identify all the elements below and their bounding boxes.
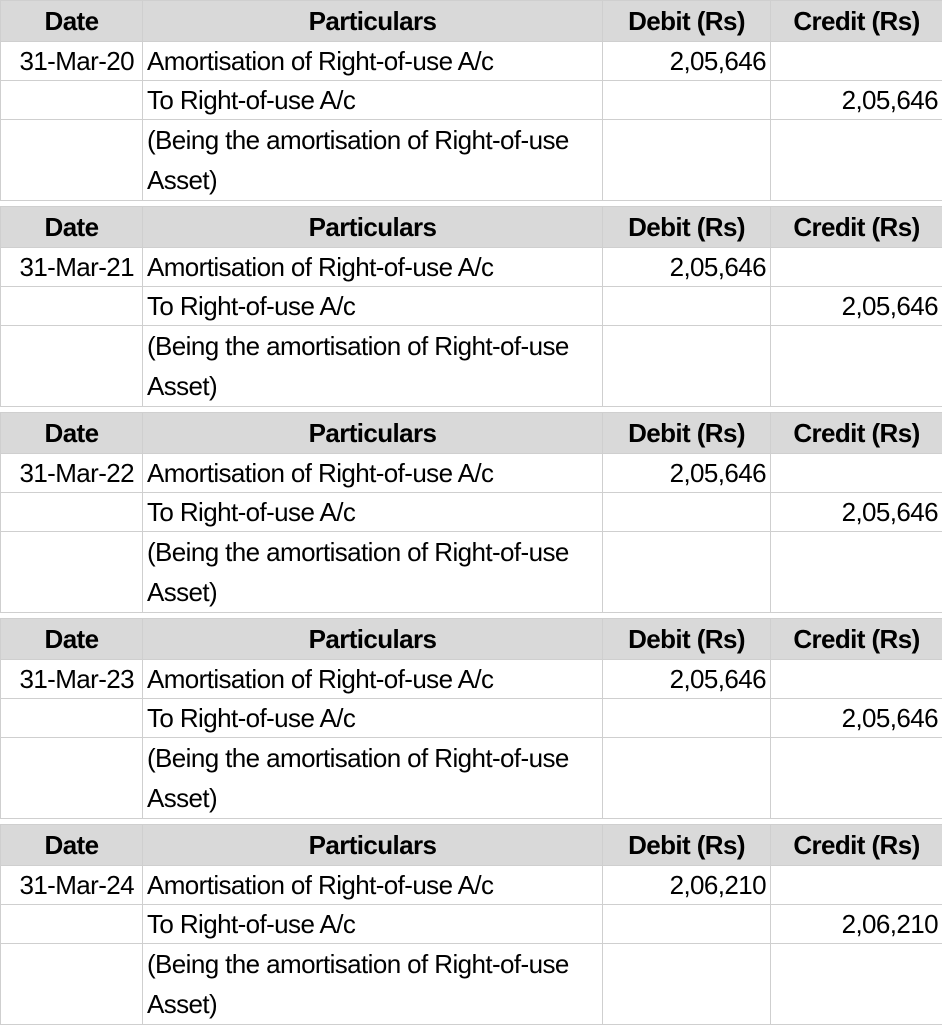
empty-cell[interactable] xyxy=(771,944,942,1025)
entry-date[interactable]: 31-Mar-20 xyxy=(1,42,143,81)
narration-row xyxy=(1,326,942,407)
empty-cell[interactable] xyxy=(771,454,942,493)
header-row xyxy=(1,619,942,660)
narration-row xyxy=(1,532,942,613)
particulars-header: Particulars xyxy=(143,413,603,454)
header-row xyxy=(1,207,942,248)
credit-row xyxy=(1,287,942,326)
narration-row xyxy=(1,944,942,1025)
credit-header: Credit (Rs) xyxy=(771,413,942,454)
debit-amount[interactable]: 2,06,210 xyxy=(603,866,771,905)
particulars-header: Particulars xyxy=(143,1,603,42)
entry-date[interactable]: 31-Mar-23 xyxy=(1,660,143,699)
debit-row xyxy=(1,660,942,699)
journal-entry-table xyxy=(0,618,942,819)
empty-cell[interactable] xyxy=(603,532,771,613)
empty-cell[interactable] xyxy=(603,326,771,407)
debit-row xyxy=(1,248,942,287)
journal-entry-table xyxy=(0,824,942,1025)
header-row xyxy=(1,1,942,42)
credit-header: Credit (Rs) xyxy=(771,619,942,660)
credit-account[interactable]: To Right-of-use A/c xyxy=(143,81,603,120)
debit-account[interactable]: Amortisation of Right-of-use A/c xyxy=(143,454,603,493)
empty-cell[interactable] xyxy=(1,120,143,201)
journal-entry-table xyxy=(0,412,942,613)
entry-date[interactable]: 31-Mar-21 xyxy=(1,248,143,287)
empty-cell[interactable] xyxy=(603,81,771,120)
debit-header: Debit (Rs) xyxy=(603,413,771,454)
debit-row xyxy=(1,42,942,81)
empty-cell[interactable] xyxy=(603,944,771,1025)
debit-account[interactable]: Amortisation of Right-of-use A/c xyxy=(143,248,603,287)
date-header: Date xyxy=(1,1,143,42)
narration[interactable]: (Being the amortisation of Right-of-use Asset) xyxy=(143,326,603,407)
particulars-header: Particulars xyxy=(143,825,603,866)
credit-account[interactable]: To Right-of-use A/c xyxy=(143,905,603,944)
empty-cell[interactable] xyxy=(1,287,143,326)
date-header: Date xyxy=(1,413,143,454)
empty-cell[interactable] xyxy=(771,248,942,287)
debit-row xyxy=(1,454,942,493)
debit-account[interactable]: Amortisation of Right-of-use A/c xyxy=(143,660,603,699)
entry-date[interactable]: 31-Mar-22 xyxy=(1,454,143,493)
empty-cell[interactable] xyxy=(771,120,942,201)
empty-cell[interactable] xyxy=(603,905,771,944)
date-header: Date xyxy=(1,825,143,866)
empty-cell[interactable] xyxy=(1,81,143,120)
particulars-header: Particulars xyxy=(143,207,603,248)
empty-cell[interactable] xyxy=(1,326,143,407)
empty-cell[interactable] xyxy=(603,493,771,532)
narration-row xyxy=(1,120,942,201)
empty-cell[interactable] xyxy=(603,120,771,201)
credit-amount[interactable]: 2,06,210 xyxy=(771,905,942,944)
narration[interactable]: (Being the amortisation of Right-of-use Asset) xyxy=(143,532,603,613)
debit-amount[interactable]: 2,05,646 xyxy=(603,248,771,287)
empty-cell[interactable] xyxy=(603,738,771,819)
narration-row xyxy=(1,738,942,819)
debit-amount[interactable]: 2,05,646 xyxy=(603,660,771,699)
narration[interactable]: (Being the amortisation of Right-of-use Asset) xyxy=(143,738,603,819)
empty-cell[interactable] xyxy=(1,532,143,613)
empty-cell[interactable] xyxy=(1,738,143,819)
narration[interactable]: (Being the amortisation of Right-of-use Asset) xyxy=(143,120,603,201)
debit-row xyxy=(1,866,942,905)
empty-cell[interactable] xyxy=(771,660,942,699)
journal-entry-table xyxy=(0,0,942,201)
debit-account[interactable]: Amortisation of Right-of-use A/c xyxy=(143,42,603,81)
empty-cell[interactable] xyxy=(1,944,143,1025)
credit-account[interactable]: To Right-of-use A/c xyxy=(143,287,603,326)
credit-row xyxy=(1,81,942,120)
journal-entry-table xyxy=(0,206,942,407)
debit-amount[interactable]: 2,05,646 xyxy=(603,42,771,81)
credit-header: Credit (Rs) xyxy=(771,825,942,866)
credit-header: Credit (Rs) xyxy=(771,1,942,42)
empty-cell[interactable] xyxy=(771,866,942,905)
date-header: Date xyxy=(1,207,143,248)
credit-row xyxy=(1,493,942,532)
debit-header: Debit (Rs) xyxy=(603,207,771,248)
particulars-header: Particulars xyxy=(143,619,603,660)
empty-cell[interactable] xyxy=(1,905,143,944)
credit-account[interactable]: To Right-of-use A/c xyxy=(143,493,603,532)
credit-header: Credit (Rs) xyxy=(771,207,942,248)
debit-header: Debit (Rs) xyxy=(603,825,771,866)
narration[interactable]: (Being the amortisation of Right-of-use Asset) xyxy=(143,944,603,1025)
debit-header: Debit (Rs) xyxy=(603,619,771,660)
debit-amount[interactable]: 2,05,646 xyxy=(603,454,771,493)
credit-row xyxy=(1,905,942,944)
empty-cell[interactable] xyxy=(771,42,942,81)
entry-date[interactable]: 31-Mar-24 xyxy=(1,866,143,905)
debit-account[interactable]: Amortisation of Right-of-use A/c xyxy=(143,866,603,905)
credit-account[interactable]: To Right-of-use A/c xyxy=(143,699,603,738)
header-row xyxy=(1,825,942,866)
empty-cell[interactable] xyxy=(603,287,771,326)
empty-cell[interactable] xyxy=(771,738,942,819)
credit-row xyxy=(1,699,942,738)
debit-header: Debit (Rs) xyxy=(603,1,771,42)
empty-cell[interactable] xyxy=(771,532,942,613)
credit-amount[interactable]: 2,05,646 xyxy=(771,493,942,532)
date-header: Date xyxy=(1,619,143,660)
empty-cell[interactable] xyxy=(1,699,143,738)
empty-cell[interactable] xyxy=(1,493,143,532)
header-row xyxy=(1,413,942,454)
empty-cell[interactable] xyxy=(771,326,942,407)
credit-amount[interactable]: 2,05,646 xyxy=(771,81,942,120)
credit-amount[interactable]: 2,05,646 xyxy=(771,287,942,326)
credit-amount[interactable]: 2,05,646 xyxy=(771,699,942,738)
empty-cell[interactable] xyxy=(603,699,771,738)
